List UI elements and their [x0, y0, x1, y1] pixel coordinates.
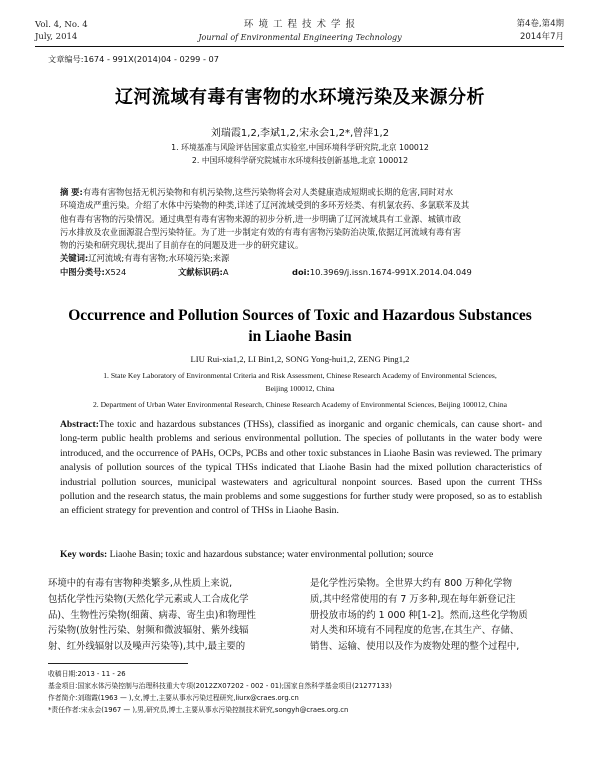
- abstract-cn-line: 环境造成严重污染。介绍了水体中污染物的种类,详述了辽河流域受到的多环芳烃类、有机氯农药、多氯联苯及其: [60, 200, 470, 211]
- body-column-right: [310, 576, 560, 655]
- header-date-cn: 2014年7月: [519, 32, 564, 42]
- body-line: 污染物(放射性污染、射频和微波辐射、紫外线辐: [48, 625, 249, 637]
- keywords-cn: 关键词:辽河流域;有毒有害物;水环境污染;来源: [60, 253, 230, 264]
- body-column-left: [48, 576, 290, 655]
- document-code: 文献标识码:A: [178, 266, 229, 277]
- body-line: 对人类和环境有不同程度的危害,在其生产、存储、: [310, 625, 520, 637]
- footnote-author: 作者简介:刘瑞霞(1963 — ),女,博士,主要从事水污染过程研究,liurx@craes.org.cn: [48, 694, 299, 702]
- abstract-cn-line: 他有毒有害物的污染情况。通过典型有毒有害物来源的初步分析,进一步明确了辽河流域具有工业源、城镇市政: [60, 213, 461, 224]
- body-line: 销售、运输、使用以及作为废物处理的整个过程中,: [310, 641, 520, 653]
- authors-cn: 刘瑞霞1,2,李斌1,2,宋永会1,2*,曾萍1,2: [210, 128, 390, 139]
- body-line: 环境中的有毒有害物种类繁多,从性质上来说,: [48, 578, 233, 589]
- header-journal-en: Journal of Environmental Engineering Technology: [198, 33, 402, 42]
- body-line: 册投放市场的约 1 000 种[1-2]。然而,这些化学物质: [310, 609, 528, 621]
- affiliation-cn-1: 1. 环境基准与风险评估国家重点实验室,中国环境科学研究院,北京 100012: [171, 143, 429, 152]
- keywords-en: Key words: Liaohe Basin; toxic and hazardous substance; water environmental pollution; source: [60, 549, 434, 560]
- title-en-line: in Liaohe Basin: [248, 328, 352, 345]
- affiliation-en-1b: Beijing 100012, China: [265, 384, 335, 393]
- abstract-cn-line: 污水排放及农业面源混合型污染特征。为了进一步制定有效的有毒有害物污染防治决策,依据辽河流域有毒有害: [60, 226, 461, 237]
- body-line: 质,其中经常使用的有 7 万多种,现在每年新登记注: [310, 593, 516, 605]
- header-date: July, 2014: [35, 32, 78, 42]
- footnote-funding: 基金项目:国家水体污染控制与治理科技重大专项(2012ZX07202 - 002 - 01);国家自然科学基金项目(21277133): [48, 682, 392, 690]
- body-line: 包括化学性污染物(天然化学元素或人工合成化学: [48, 593, 249, 605]
- affiliation-cn-2: 2. 中国环境科学研究院城市水环境科技创新基地,北京 100012: [191, 156, 409, 165]
- affiliations-en: [28, 369, 572, 411]
- abstract-cn-label: 摘 要:: [60, 187, 83, 197]
- affiliation-en-2: 2. Department of Urban Water Environmental Research, Chinese Research Academy of Environmental Sciences, Beijing 100012, China: [92, 400, 508, 409]
- title-en-line: Occurrence and Pollution Sources of Toxic and Hazardous Substances: [68, 307, 532, 324]
- footnote-received: 收稿日期:2013 - 11 - 26: [48, 670, 126, 678]
- title-en: [0, 305, 600, 347]
- abstract-cn: [60, 186, 542, 279]
- article-number: 文章编号:1674 - 991X(2014)04 - 0299 - 07: [48, 54, 219, 64]
- class-number: 中图分类号:X524: [60, 266, 127, 277]
- abstract-en-text: The toxic and hazardous substances (THSs), classified as inorganic and organic chemicals, can cause short- and long-term public health problems and serious environmental pollution. The species of pollutants in the water body were introduced, and the occurrence of PAHs, OCPs, PCBs and other toxic substances in Liaohe Basin was reviewed. The primary analysis of pollution sources of the typical THSs indicated that Liaohe Basin had the mixed pollution characteristics of industrial pollution sources, municipal wastewaters and agricultural nonpoint sources. Based upon the current THSs pollution and the research status, the main problems and some suggestions for further study were proposed, so as to establish an efficient strategy for prevention and control of THSs in Liaohe Basin.: [60, 419, 542, 517]
- body-line: 是化学性污染物。全世界大约有 800 万种化学物: [310, 578, 512, 589]
- authors-en: LIU Rui-xia1,2, LI Bin1,2, SONG Yong-hui1,2, ZENG Ping1,2: [190, 354, 410, 364]
- affiliations-cn: [0, 141, 600, 167]
- title-cn: 辽河流域有毒有害物的水环境污染及来源分析: [115, 87, 485, 108]
- affiliation-en-1: 1. State Key Laboratory of Environmental Criteria and Risk Assessment, Chinese Research Academy of Environmental Sciences,: [103, 371, 497, 380]
- header-rule: [35, 46, 564, 47]
- header-volume: Vol. 4, No. 4: [35, 20, 88, 30]
- footnote-rule: [48, 663, 188, 664]
- body-line: 射、红外线辐射以及噪声污染等),其中,最主要的: [48, 641, 246, 653]
- abstract-cn-line: 有毒有害物包括无机污染物和有机污染物,这些污染物将会对人类健康造成短期或长期的危害,同时对水: [82, 187, 454, 197]
- abstract-cn-line: 物的污染和研究现状,提出了目前存在的问题及进一步的研究建议。: [60, 240, 304, 251]
- header-journal-cn: 环 境 工 程 技 术 学 报: [243, 19, 357, 30]
- footnotes: [48, 668, 568, 716]
- classification-row: [60, 266, 542, 279]
- footnote-corresponding: *责任作者:宋永会(1967 — ),男,研究员,博士,主要从事水污染控制技术研究,songyh@craes.org.cn: [48, 706, 349, 714]
- abstract-en-label: Abstract:: [60, 419, 99, 430]
- body-line: 品)、生物性污染物(细菌、病毒、寄生虫)和物理性: [48, 609, 256, 621]
- abstract-en: [60, 418, 542, 519]
- doi: doi:10.3969/j.issn.1674-991X.2014.04.049: [292, 266, 472, 277]
- header-volume-cn: 第4卷,第4期: [516, 19, 564, 29]
